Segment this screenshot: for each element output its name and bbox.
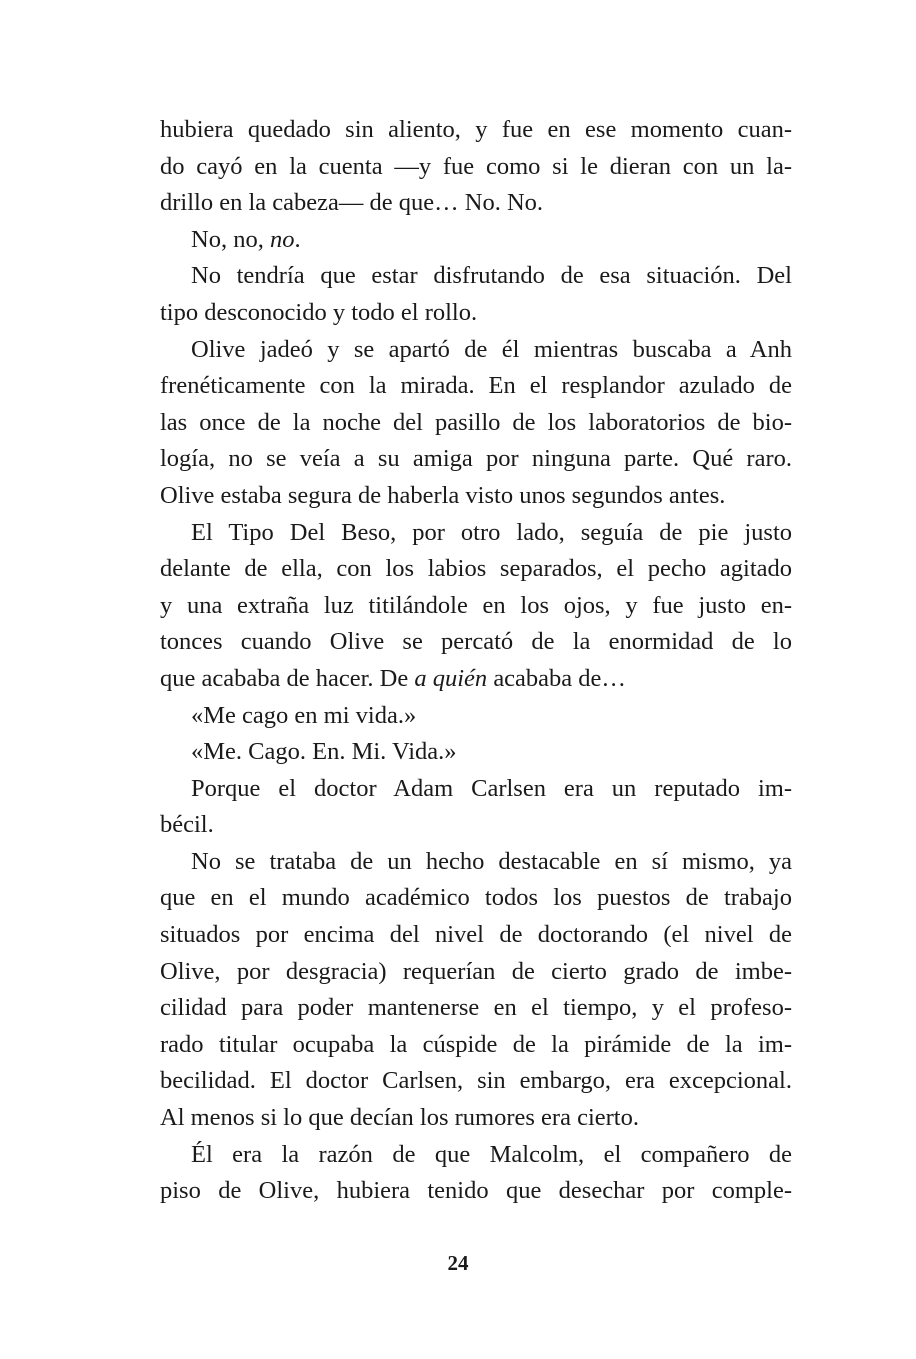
text-segment: acababa de…	[487, 664, 626, 692]
text-line	[160, 1027, 792, 1064]
italic-text: a quién	[414, 664, 488, 692]
text-segment: «Me. Cago. En. Mi. Vida.»	[191, 738, 457, 766]
text-segment: do cayó en la cuenta —y fue como si le dieran con un la-	[160, 152, 792, 180]
text-line	[160, 624, 792, 661]
text-line	[160, 1173, 792, 1210]
text-segment: No se trataba de un hecho destacable en sí mismo, ya	[191, 847, 792, 875]
italic-text: no	[269, 225, 295, 253]
text-line	[160, 1100, 792, 1137]
text-segment: Él era la razón de que Malcolm, el compañero de	[191, 1140, 792, 1168]
text-line	[160, 880, 792, 917]
text-segment: No, no,	[191, 225, 270, 253]
text-segment: y una extraña luz titilándole en los ojos, y fue justo en-	[160, 591, 792, 619]
text-segment: becilidad. El doctor Carlsen, sin embargo, era excepcional.	[160, 1067, 792, 1095]
text-line	[160, 258, 792, 295]
text-segment: cilidad para poder mantenerse en el tiempo, y el profeso-	[160, 994, 792, 1022]
page-number: 24	[447, 1251, 469, 1275]
body-text	[160, 112, 792, 1210]
text-line	[160, 332, 792, 369]
text-segment: hubiera quedado sin aliento, y fue en ese momento cuan-	[160, 116, 792, 143]
text-segment: Al menos si lo que decían los rumores era cierto.	[160, 1104, 639, 1132]
text-line	[160, 771, 792, 808]
text-segment: .	[294, 225, 301, 253]
text-segment: Olive jadeó y se apartó de él mientras buscaba a Anh	[191, 335, 792, 363]
text-line	[160, 698, 792, 735]
text-segment: frenéticamente con la mirada. En el resplandor azulado de	[160, 372, 792, 400]
text-segment: Olive, por desgracia) requerían de cierto grado de imbe-	[160, 957, 792, 985]
text-line	[160, 734, 792, 771]
text-segment: No tendría que estar disfrutando de esa situación. Del	[191, 262, 792, 290]
text-segment: rado titular ocupaba la cúspide de la pirámide de la im-	[160, 1030, 792, 1058]
text-segment: piso de Olive, hubiera tenido que desechar por comple-	[160, 1177, 792, 1205]
text-line	[160, 551, 792, 588]
text-segment: Olive estaba segura de haberla visto unos segundos antes.	[160, 481, 726, 509]
text-line	[160, 441, 792, 478]
text-line	[160, 1137, 792, 1174]
text-line	[160, 368, 792, 405]
text-segment: las once de la noche del pasillo de los laboratorios de bio-	[160, 408, 792, 436]
text-line	[160, 990, 792, 1027]
text-segment: El Tipo Del Beso, por otro lado, seguía de pie justo	[191, 518, 792, 546]
text-line	[160, 149, 792, 186]
text-line	[160, 917, 792, 954]
text-segment: tonces cuando Olive se percató de la enormidad de lo	[160, 628, 792, 656]
text-segment: drillo en la cabeza— de que… No. No.	[160, 189, 544, 217]
text-line	[160, 222, 792, 259]
text-line	[160, 588, 792, 625]
text-segment: que en el mundo académico todos los puestos de trabajo	[160, 884, 792, 912]
text-line	[160, 185, 792, 222]
text-line	[160, 478, 792, 515]
text-segment: delante de ella, con los labios separados, el pecho agitado	[160, 555, 792, 583]
text-line	[160, 661, 792, 698]
text-segment: tipo desconocido y todo el rollo.	[160, 298, 478, 326]
text-segment: bécil.	[160, 811, 214, 839]
text-line	[160, 844, 792, 881]
text-line	[160, 112, 792, 149]
text-line	[160, 807, 792, 844]
text-segment: situados por encima del nivel de doctorando (el nivel de	[160, 921, 792, 949]
text-line	[160, 515, 792, 552]
text-segment: Porque el doctor Adam Carlsen era un reputado im-	[191, 774, 792, 802]
text-segment: logía, no se veía a su amiga por ninguna parte. Qué raro.	[160, 445, 792, 473]
text-line	[160, 1063, 792, 1100]
text-line	[160, 405, 792, 442]
text-segment: «Me cago en mi vida.»	[191, 701, 417, 729]
text-line	[160, 954, 792, 991]
text-segment: que acababa de hacer. De	[160, 664, 415, 692]
text-line	[160, 295, 792, 332]
